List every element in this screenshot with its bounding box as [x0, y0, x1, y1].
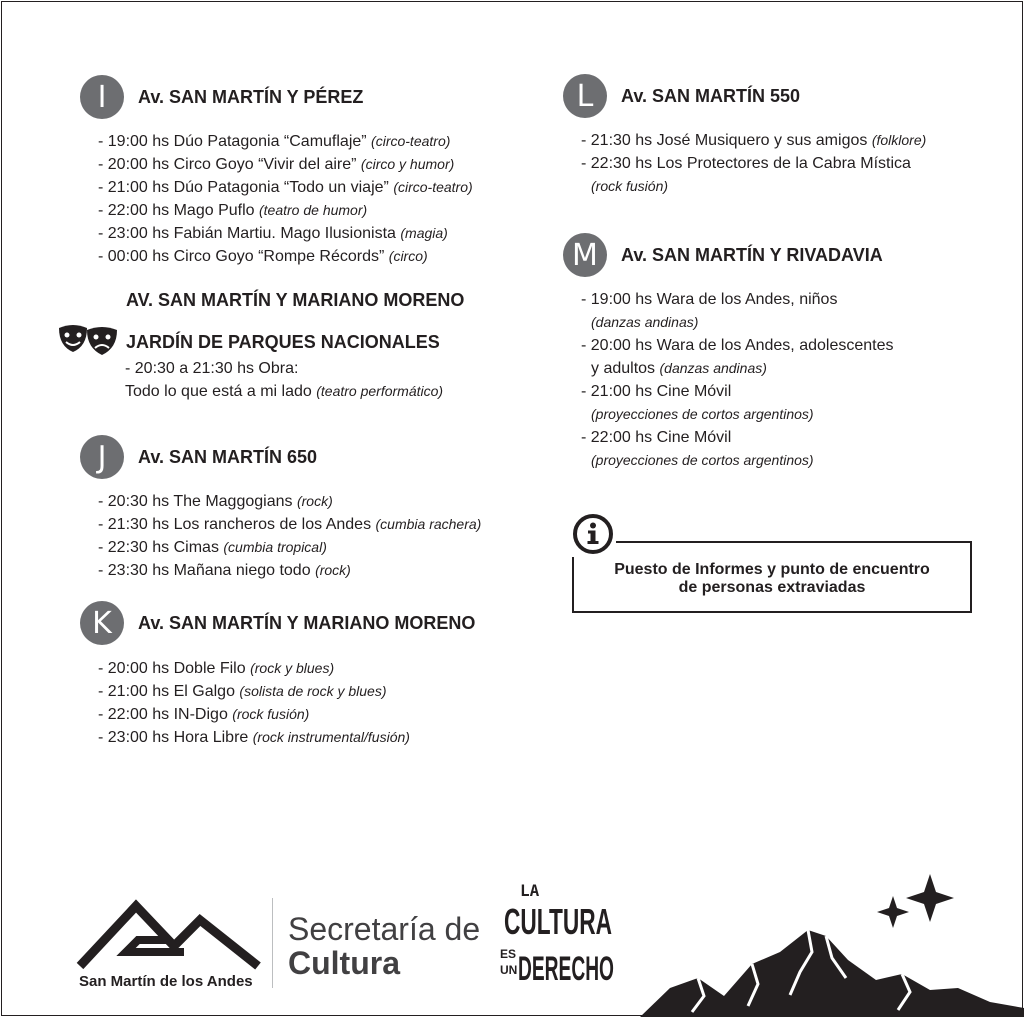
- schedule-item-text: - 22:30 hs Los Protectores de la Cabra Mística: [581, 155, 911, 172]
- schedule-item: [581, 175, 926, 198]
- schedule-item: [98, 176, 473, 199]
- schedule-item: [581, 380, 893, 403]
- schedule-item: [98, 703, 475, 726]
- schedule-item-genre: (magia): [400, 225, 448, 241]
- schedule-item-genre: (circo): [388, 248, 428, 264]
- secretaria-label: [288, 912, 480, 980]
- schedule-item-genre: (solista de rock y blues): [239, 683, 387, 699]
- section-k: [80, 600, 475, 749]
- theatre-venue: JARDÍN DE PARQUES NACIONALES: [126, 332, 440, 352]
- schedule-item: [98, 513, 481, 536]
- schedule-item-genre: (rock): [296, 493, 333, 509]
- slogan-derecho: DERECHO: [518, 950, 614, 988]
- secretaria-line-2: Cultura: [288, 945, 400, 981]
- section-l-badge: L: [563, 74, 607, 118]
- section-m-list: [581, 288, 893, 472]
- schedule-item-text: - 22:30 hs Cimas: [98, 539, 219, 556]
- section-i: [80, 74, 473, 268]
- schedule-item-text: - 21:00 hs Cine Móvil: [581, 383, 732, 400]
- schedule-item-genre: (danzas andinas): [659, 360, 767, 376]
- schedule-item-genre: (rock): [315, 562, 351, 578]
- schedule-item: [98, 490, 481, 513]
- slogan-es: ES: [500, 947, 517, 961]
- schedule-item-genre: (rock y blues): [250, 660, 335, 676]
- schedule-item-text: - 20:30 hs The Maggogians: [98, 493, 293, 510]
- schedule-item-genre: (proyecciones de cortos argentinos): [591, 452, 814, 468]
- schedule-item-genre: (circo-teatro): [371, 133, 451, 149]
- schedule-item: [581, 129, 926, 152]
- schedule-item-text: y adultos: [591, 360, 656, 377]
- schedule-item: [581, 357, 893, 380]
- schedule-item: [98, 153, 473, 176]
- section-l-title: Av. SAN MARTÍN 550: [621, 85, 801, 106]
- schedule-item: [98, 680, 475, 703]
- slogan-logo: [498, 880, 618, 990]
- schedule-item-genre: (circo y humor): [360, 156, 455, 172]
- theatre-item-2: [125, 380, 443, 403]
- municipality-name: San Martín de los Andes: [79, 973, 253, 990]
- info-line-2: de personas extraviadas: [678, 579, 866, 596]
- theatre-address: AV. SAN MARTÍN Y MARIANO MORENO: [126, 290, 465, 310]
- section-i-list: [98, 130, 473, 268]
- schedule-item-text: - 19:00 hs Wara de los Andes, niños: [581, 291, 838, 308]
- schedule-item-text: - 22:00 hs Mago Puflo: [98, 202, 255, 219]
- schedule-item: [581, 403, 893, 426]
- schedule-item-genre: (rock fusión): [591, 178, 669, 194]
- schedule-item: [98, 657, 475, 680]
- section-l-list: [581, 129, 926, 198]
- section-j-title: Av. SAN MARTÍN 650: [138, 446, 318, 467]
- schedule-item-text: - 20:00 hs Doble Filo: [98, 660, 246, 677]
- theatre-genre: (teatro performático): [316, 383, 444, 399]
- schedule-item-genre: (cumbia tropical): [223, 539, 327, 555]
- schedule-item-genre: (proyecciones de cortos argentinos): [591, 406, 814, 422]
- info-box: [572, 541, 972, 613]
- schedule-item: [98, 222, 473, 245]
- schedule-item-genre: (rock instrumental/fusión): [252, 729, 410, 745]
- mountains-illustration: [640, 860, 1024, 1017]
- schedule-item: [98, 559, 481, 582]
- theatre-masks-icon: [57, 322, 121, 358]
- schedule-item-text: - 21:00 hs El Galgo: [98, 683, 235, 700]
- section-l: [563, 73, 926, 198]
- schedule-item-text: - 20:00 hs Wara de los Andes, adolescentes: [581, 337, 894, 354]
- schedule-item-text: - 21:30 hs José Musiquero y sus amigos: [581, 132, 868, 149]
- schedule-item-genre: (danzas andinas): [591, 314, 699, 330]
- schedule-item: [98, 245, 473, 268]
- section-m-title: Av. SAN MARTÍN Y RIVADAVIA: [621, 244, 883, 265]
- schedule-item-text: - 19:00 hs Dúo Patagonia “Camuflaje”: [98, 133, 367, 150]
- schedule-item-text: - 23:00 hs Fabián Martiu. Mago Ilusionista: [98, 225, 396, 242]
- section-j-badge: J: [80, 435, 124, 479]
- info-line-1: Puesto de Informes y punto de encuentro: [614, 561, 930, 578]
- section-m: [563, 232, 893, 472]
- theatre-items: [125, 357, 443, 403]
- schedule-item: [581, 426, 893, 449]
- section-j-list: [98, 490, 481, 582]
- section-i-title: Av. SAN MARTÍN Y PÉREZ: [138, 86, 364, 107]
- schedule-item: [581, 152, 926, 175]
- footer-divider: [272, 898, 273, 988]
- schedule-item-text: - 20:00 hs Circo Goyo “Vivir del aire”: [98, 156, 357, 173]
- theatre-item-2-text: Todo lo que está a mi lado: [125, 383, 312, 400]
- info-icon: [570, 511, 616, 557]
- schedule-item-genre: (circo-teatro): [393, 179, 473, 195]
- schedule-item-text: - 21:00 hs Dúo Patagonia “Todo un viaje”: [98, 179, 389, 196]
- schedule-item: [98, 199, 473, 222]
- theatre-item-1: - 20:30 a 21:30 hs Obra:: [125, 360, 299, 377]
- schedule-item-text: - 23:30 hs Mañana niego todo: [98, 562, 311, 579]
- section-k-badge: K: [80, 601, 124, 645]
- schedule-item-genre: (folklore): [871, 132, 927, 148]
- section-k-list: [98, 657, 475, 749]
- schedule-item-text: - 00:00 hs Circo Goyo “Rompe Récords”: [98, 248, 385, 265]
- schedule-item: [581, 449, 893, 472]
- schedule-item-text: - 22:00 hs IN-Digo: [98, 706, 228, 723]
- schedule-item: [581, 311, 893, 334]
- section-m-badge: M: [563, 233, 607, 277]
- secretaria-line-1: Secretaría de: [288, 911, 481, 947]
- section-j: [80, 434, 481, 582]
- schedule-item: [98, 130, 473, 153]
- section-k-title: Av. SAN MARTÍN Y MARIANO MORENO: [138, 612, 476, 633]
- info-text: [614, 561, 930, 597]
- schedule-item-text: - 23:00 hs Hora Libre: [98, 729, 249, 746]
- schedule-item-genre: (teatro de humor): [259, 202, 368, 218]
- schedule-item: [98, 726, 475, 749]
- section-i-badge: I: [80, 75, 124, 119]
- schedule-item-genre: (rock fusión): [232, 706, 310, 722]
- schedule-item: [581, 334, 893, 357]
- slogan-la: LA: [520, 881, 540, 900]
- schedule-item-genre: (cumbia rachera): [375, 516, 482, 532]
- slogan-un: UN: [500, 963, 518, 977]
- sparkle-stars-icon: [877, 874, 954, 928]
- slogan-cultura: CULTURA: [504, 901, 612, 942]
- schedule-item-text: - 21:30 hs Los rancheros de los Andes: [98, 516, 372, 533]
- schedule-item: [581, 288, 893, 311]
- schedule-item: [98, 536, 481, 559]
- schedule-item-text: - 22:00 hs Cine Móvil: [581, 429, 732, 446]
